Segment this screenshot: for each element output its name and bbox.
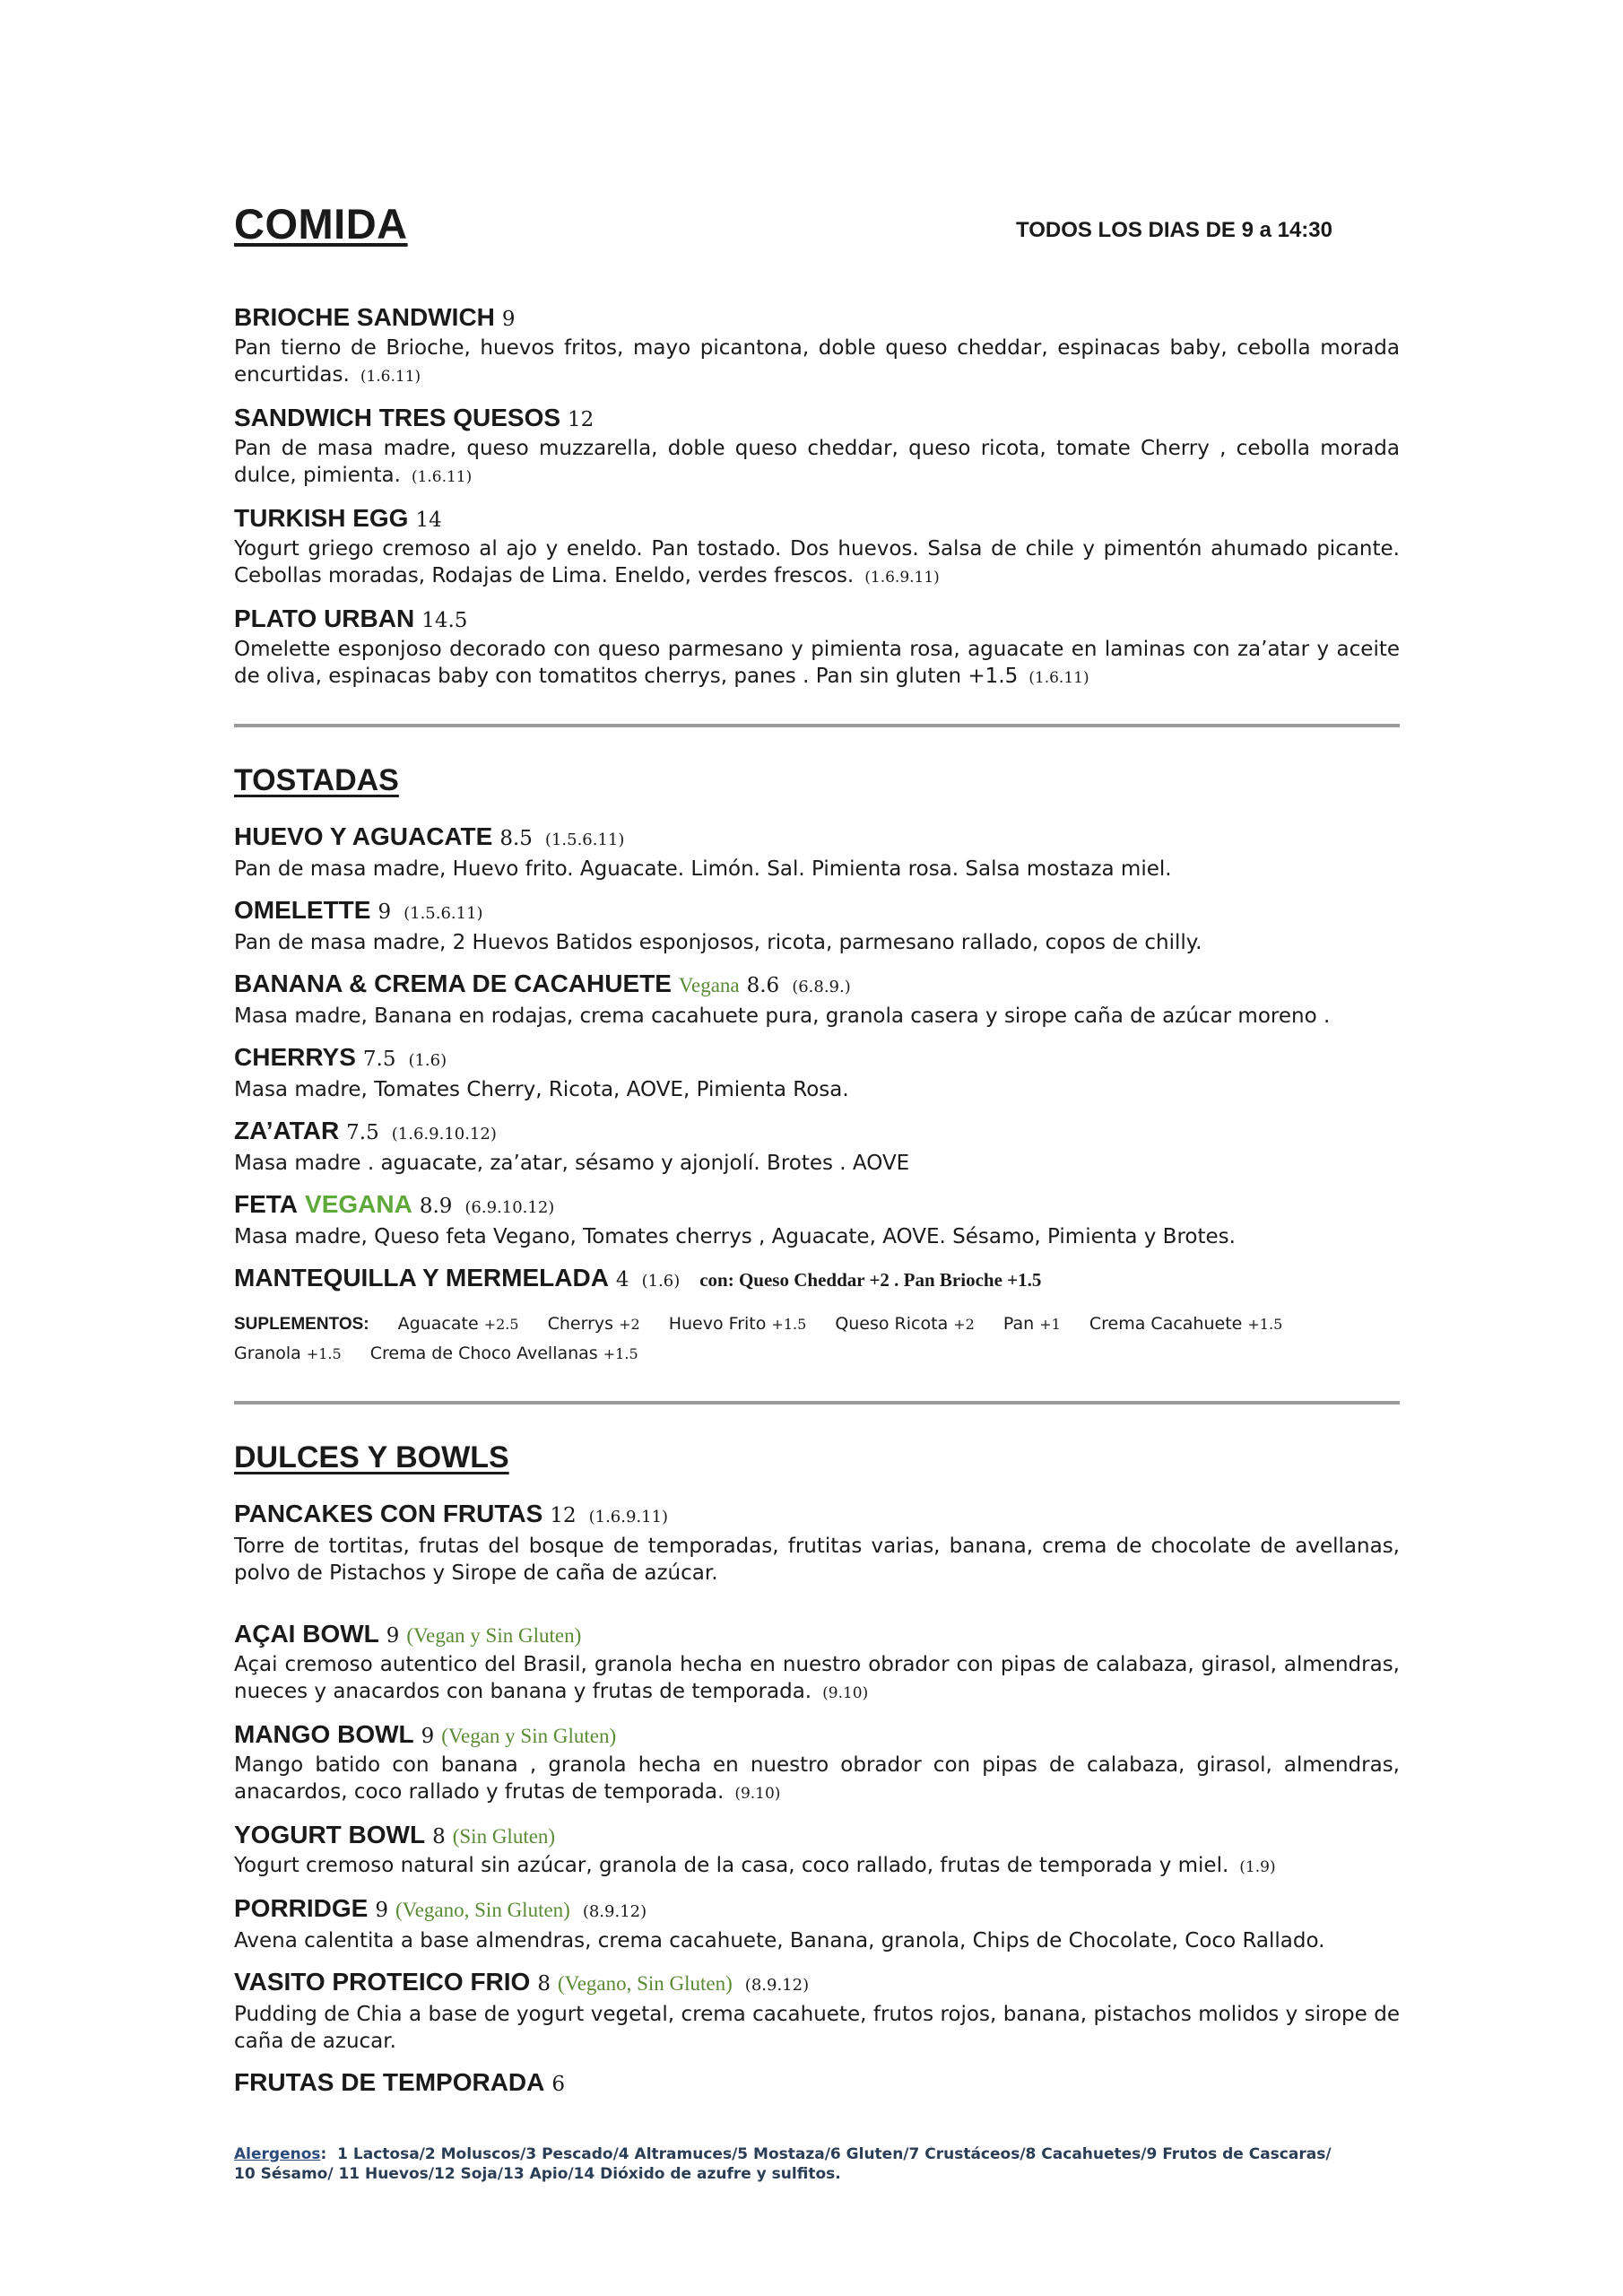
item-price: 9 [386, 1624, 400, 1648]
item-description: Pan tierno de Brioche, huevos fritos, mayo picantona, doble queso cheddar, espinacas baby, cebolla morada encurtidas. [234, 336, 1400, 387]
item-allergens: (1.5.6.11) [544, 831, 625, 849]
item-description: Açai cremoso autentico del Brasil, granola hecha en nuestro obrador con pipas de calabaza, girasol, almendras, nueces y anacardos con banana y frutas de temporada. [234, 1653, 1400, 1703]
menu-item [234, 1893, 1400, 1954]
item-name: CHERRYS [234, 1043, 356, 1071]
menu-item [234, 969, 1400, 1030]
diet-tag: (Vegan y Sin Gluten) [406, 1624, 582, 1647]
menu-item [234, 1719, 1400, 1807]
item-price: 8.9 [419, 1195, 453, 1218]
item-price: 7.5 [346, 1121, 379, 1144]
item-description: Pan de masa madre, Huevo frito. Aguacate. Limón. Sal. Pimienta rosa. Salsa mostaza miel. [234, 857, 1172, 881]
diet-tag: (Vegano, Sin Gluten) [395, 1899, 570, 1921]
item-allergens: (9.10) [734, 1785, 781, 1803]
menu-item [234, 1820, 1400, 1881]
item-name: VASITO PROTEICO FRIO [234, 1968, 531, 1996]
item-name: OMELETTE [234, 896, 371, 924]
item-price: 9 [378, 900, 392, 924]
suplemento: Queso Ricota +2 [835, 1314, 975, 1334]
item-description: Yogurt cremoso natural sin azúcar, granola de la casa, coco rallado, frutas de temporada y miel. [234, 1854, 1229, 1877]
item-price: 8.5 [499, 827, 533, 850]
item-price: 12 [550, 1504, 577, 1527]
menu-item [234, 1967, 1400, 2055]
allergens-legend: Alergenos: 1 Lactosa/2 Moluscos/3 Pescado/4 Altramuces/5 Mostaza/6 Gluten/7 Crustáceos/8 Cacahuetes/9 Frutos de Cascaras/ 10 Sésamo/ 11 Huevos/12 Soja/13 Apio/14 Dióxido de azufre y sulfitos. [234, 2144, 1400, 2184]
item-description: Torre de tortitas, frutas del bosque de temporadas, frutitas varias, banana, crema de chocolate de avellanas, polvo de Pistachos y Sirope de caña de azúcar. [234, 1535, 1400, 1585]
comida-header [234, 199, 1400, 248]
item-allergens: (1.6) [408, 1051, 447, 1070]
item-name: BANANA & CREMA DE CACAHUETE [234, 970, 672, 997]
suplemento: Huevo Frito +1.5 [668, 1314, 807, 1334]
item-price: 9 [501, 308, 516, 331]
item-allergens: (1.6.9.11) [588, 1508, 669, 1526]
menu-item [234, 2067, 1400, 2100]
menu-item [234, 1619, 1400, 1707]
item-price: 8 [537, 1972, 551, 1996]
item-description: Omelette esponjoso decorado con queso parmesano y pimienta rosa, aguacate en laminas con za’atar y aceite de oliva, espinacas baby con tomatitos cherrys, panes . Pan sin gluten +1.5 [234, 638, 1400, 688]
menu-item [234, 604, 1400, 691]
vegan-tag: Vegana [678, 974, 740, 996]
section-divider [234, 724, 1400, 727]
item-allergens: (8.9.12) [744, 1976, 810, 1995]
menu-item [234, 822, 1400, 883]
suplemento: Aguacate +2.5 [397, 1314, 519, 1334]
item-description: Avena calentita a base almendras, crema cacahuete, Banana, granola, Chips de Chocolate, Coco Rallado. [234, 1929, 1325, 1952]
dulces-title: DULCES Y BOWLS [234, 1440, 509, 1474]
item-allergens: (1.6.9.11) [864, 569, 940, 587]
menu-item [234, 302, 1400, 390]
item-description: Masa madre, Queso feta Vegano, Tomates cherrys , Aguacate, AOVE. Sésamo, Pimienta y Brotes. [234, 1225, 1236, 1248]
item-name: FRUTAS DE TEMPORADA [234, 2068, 545, 2096]
item-price: 4 [615, 1268, 629, 1292]
item-price: 7.5 [362, 1048, 396, 1071]
diet-tag: (Sin Gluten) [452, 1825, 556, 1848]
allergens-line-1: 1 Lactosa/2 Moluscos/3 Pescado/4 Altramuces/5 Mostaza/6 Gluten/7 Crustáceos/8 Cacahuetes/9 Frutos de Cascaras/ [337, 2145, 1332, 2163]
item-allergens: (1.6.11) [360, 368, 421, 386]
item-allergens: (6.8.9.) [792, 978, 851, 996]
menu-item [234, 895, 1400, 956]
item-name: PANCAKES CON FRUTAS [234, 1500, 543, 1527]
item-name: FETA [234, 1190, 299, 1218]
tostadas-title: TOSTADAS [234, 763, 399, 797]
section-divider [234, 1401, 1400, 1405]
item-description: Mango batido con banana , granola hecha en nuestro obrador con pipas de calabaza, girasol, almendras, anacardos, coco rallado y frutas de temporada. [234, 1753, 1400, 1804]
item-name: ZA’ATAR [234, 1117, 340, 1144]
item-name: PLATO URBAN [234, 604, 415, 632]
item-description: Masa madre, Banana en rodajas, crema cacahuete pura, granola casera y sirope caña de azúcar moreno . [234, 1004, 1331, 1028]
suplementos [234, 1309, 1400, 1369]
item-price: 14 [415, 509, 442, 532]
item-allergens: (9.10) [822, 1684, 869, 1702]
menu-item [234, 1116, 1400, 1177]
item-name: MANTEQUILLA Y MERMELADA [234, 1264, 609, 1292]
suplemento: Pan +1 [1002, 1314, 1061, 1334]
item-name: PORRIDGE [234, 1894, 369, 1922]
item-allergens: (1.9) [1239, 1858, 1276, 1876]
menu-item [234, 1042, 1400, 1103]
item-name: AÇAI BOWL [234, 1620, 379, 1648]
item-name: SANDWICH TRES QUESOS [234, 404, 561, 431]
comida-title: COMIDA [234, 200, 408, 248]
suplementos-label: SUPLEMENTOS: [234, 1315, 369, 1334]
suplemento: Cherrys +2 [547, 1314, 640, 1334]
item-name: BRIOCHE SANDWICH [234, 303, 495, 331]
item-price: 9 [375, 1899, 388, 1922]
item-allergens: (8.9.12) [582, 1902, 647, 1921]
item-name: YOGURT BOWL [234, 1821, 426, 1848]
item-allergens: (1.5.6.11) [404, 904, 483, 923]
vegan-tag: VEGANA [305, 1190, 412, 1218]
allergens-label: Alergenos [234, 2145, 321, 2163]
item-description: Pan de masa madre, queso muzzarella, doble queso cheddar, queso ricota, tomate Cherry , cebolla morada dulce, pimienta. [234, 437, 1400, 487]
item-description: Pan de masa madre, 2 Huevos Batidos esponjosos, ricota, parmesano rallado, copos de chilly. [234, 931, 1202, 954]
item-allergens: (1.6.11) [1028, 669, 1089, 687]
item-name: MANGO BOWL [234, 1720, 414, 1748]
item-description: Pudding de Chia a base de yogurt vegetal, crema cacahuete, frutos rojos, banana, pistachos molidos y sirope de caña de azucar. [234, 2003, 1400, 2053]
allergens-line-2: 10 Sésamo/ 11 Huevos/12 Soja/13 Apio/14 Dióxido de azufre y sulfitos. [234, 2165, 841, 2183]
menu-item [234, 1189, 1400, 1250]
menu-item [234, 1499, 1400, 1587]
suplemento: Granola +1.5 [234, 1344, 342, 1363]
menu-page [234, 199, 1400, 2184]
menu-item [234, 403, 1400, 491]
diet-tag: (Vegan y Sin Gluten) [441, 1725, 617, 1747]
item-description: Masa madre, Tomates Cherry, Ricota, AOVE, Pimienta Rosa. [234, 1078, 849, 1101]
item-allergens: (6.9.10.12) [464, 1198, 555, 1217]
suplemento: Crema de Choco Avellanas +1.5 [369, 1344, 638, 1363]
item-description: Masa madre . aguacate, za’atar, sésamo y ajonjolí. Brotes . AOVE [234, 1152, 910, 1175]
item-allergens: (1.6) [641, 1272, 681, 1291]
menu-item [234, 1263, 1400, 1297]
item-name: HUEVO Y AGUACATE [234, 822, 493, 850]
item-price: 8.6 [746, 974, 780, 997]
item-allergens: (1.6.9.10.12) [391, 1125, 497, 1144]
item-extras: con: Queso Cheddar +2 . Pan Brioche +1.5 [699, 1269, 1042, 1291]
item-price: 6 [551, 2073, 566, 2096]
item-price: 14.5 [421, 609, 468, 632]
item-allergens: (1.6.11) [411, 468, 473, 486]
item-price: 9 [421, 1725, 435, 1748]
opening-hours: TODOS LOS DIAS DE 9 a 14:30 [1015, 218, 1332, 242]
item-price: 12 [568, 408, 595, 431]
item-description: Yogurt griego cremoso al ajo y eneldo. Pan tostado. Dos huevos. Salsa de chile y pimentón ahumado picante. Cebollas moradas, Rodajas de Lima. Eneldo, verdes frescos. [234, 537, 1400, 587]
suplemento: Crema Cacahuete +1.5 [1089, 1314, 1283, 1334]
diet-tag: (Vegano, Sin Gluten) [557, 1972, 733, 1995]
item-price: 8 [432, 1825, 446, 1848]
item-name: TURKISH EGG [234, 504, 409, 532]
menu-item [234, 503, 1400, 591]
